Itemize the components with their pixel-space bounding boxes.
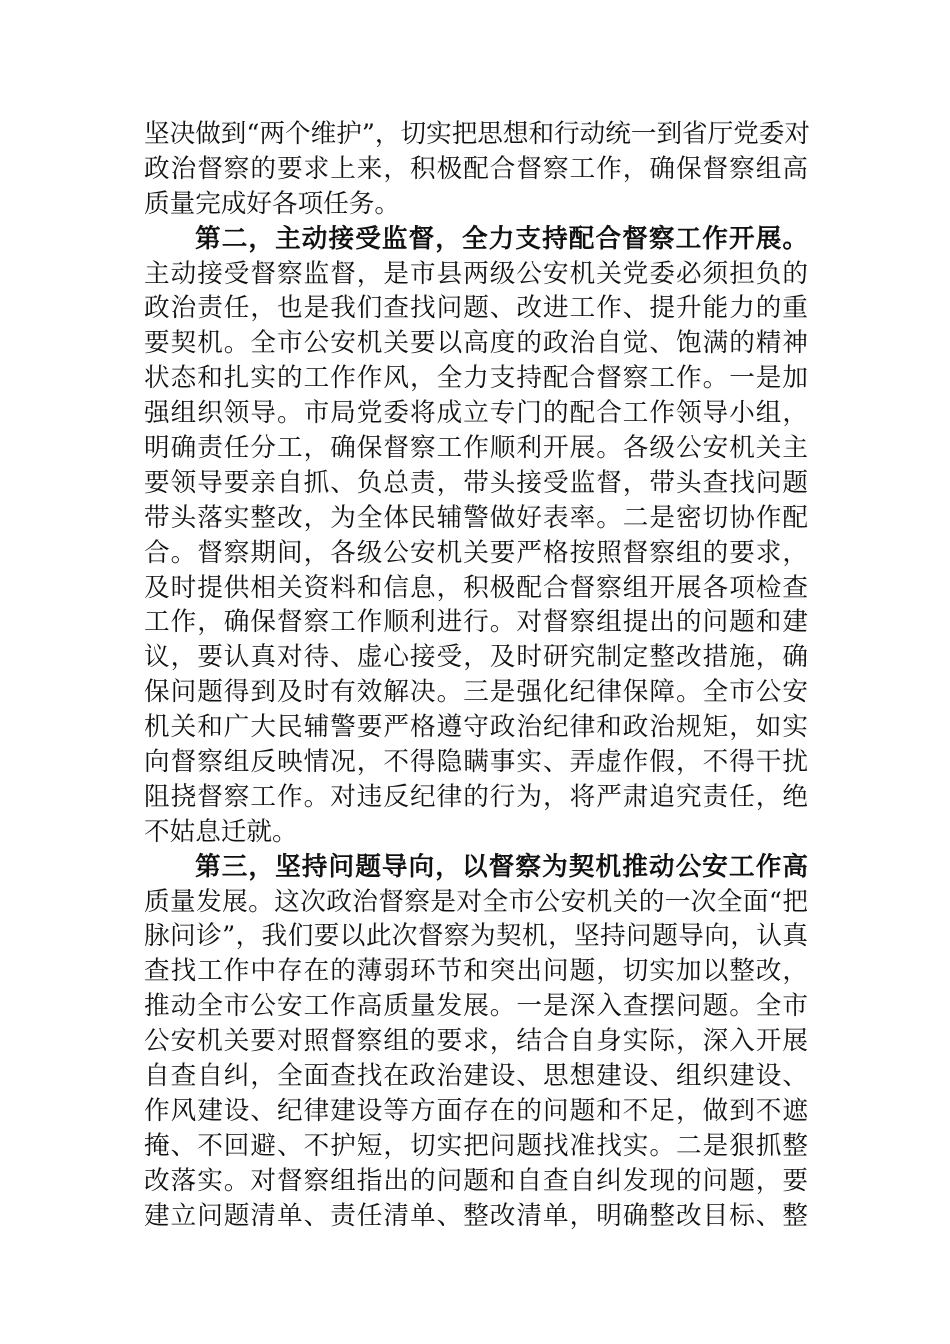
body-text-line — [144, 431, 808, 466]
body-text-line — [144, 187, 808, 222]
body-text-line — [144, 257, 808, 292]
line-text: 作风建设、纪律建设等方面存在的问题和不足，做到不遮 — [144, 1095, 808, 1126]
body-text-line — [144, 117, 811, 152]
body-text-line — [144, 1094, 808, 1129]
line-text: 带头落实整改，为全体民辅警做好表率。二是密切协作配 — [144, 502, 808, 533]
paragraph-heading-line — [144, 850, 808, 885]
line-text: 工作，确保督察工作顺利进行。对督察组提出的问题和建 — [144, 607, 808, 638]
body-text-line — [144, 1129, 808, 1164]
paragraph-lead-text: 第二，主动接受监督，全力支持配合督察工作开展。 — [195, 223, 808, 254]
line-text: 保问题得到及时有效解决。三是强化纪律保障。全市公安 — [144, 677, 808, 708]
line-text: 脉问诊”，我们要以此次督察为契机，坚持问题导向，认真 — [144, 921, 808, 952]
document-body — [144, 117, 811, 1234]
body-text-line — [144, 815, 808, 850]
body-text-line — [144, 954, 808, 989]
line-text: 自查自纠，全面查找在政治建设、思想建设、组织建设、 — [144, 1061, 808, 1092]
body-text-line — [144, 291, 808, 326]
line-text: 向督察组反映情况，不得隐瞒事实、弄虚作假，不得干扰 — [144, 747, 808, 778]
body-text-line — [144, 885, 808, 920]
body-text-line — [144, 780, 808, 815]
body-text-line — [144, 710, 808, 745]
line-text: 阻挠督察工作。对违反纪律的行为，将严肃追究责任，绝 — [144, 781, 808, 812]
body-text-line — [144, 640, 808, 675]
line-text: 推动全市公安工作高质量发展。一是深入查摆问题。全市 — [144, 991, 808, 1022]
body-text-line — [144, 536, 808, 571]
body-text-line — [144, 989, 808, 1024]
body-text-line — [144, 501, 808, 536]
body-text-line — [144, 361, 808, 396]
body-text-line — [144, 326, 808, 361]
line-text: 质量完成好各项任务。 — [144, 188, 400, 219]
body-text-line — [144, 466, 808, 501]
line-text: 及时提供相关资料和信息，积极配合督察组开展各项检查 — [144, 572, 808, 603]
line-text: 主动接受督察监督，是市县两级公安机关党委必须担负的 — [144, 258, 808, 289]
body-text-line — [144, 919, 808, 954]
line-text: 合。督察期间，各级公安机关要严格按照督察组的要求， — [144, 537, 808, 568]
line-text: 掩、不回避、不护短，切实把问题找准找实。二是狠抓整 — [144, 1130, 808, 1161]
body-text-line — [144, 396, 808, 431]
line-text: 政治督察的要求上来，积极配合督察工作，确保督察组高 — [144, 153, 808, 184]
paragraph-lead-text: 第三，坚持问题导向，以督察为契机推动公安工作高 — [195, 851, 808, 882]
line-text: 质量发展。这次政治督察是对全市公安机关的一次全面“把 — [144, 886, 808, 917]
line-text: 不姑息迁就。 — [144, 816, 298, 847]
line-text: 议，要认真对待、虚心接受，及时研究制定整改措施，确 — [144, 642, 808, 673]
line-text: 公安机关要对照督察组的要求，结合自身实际，深入开展 — [144, 1026, 808, 1057]
line-text: 明确责任分工，确保督察工作顺利开展。各级公安机关主 — [144, 433, 808, 464]
body-text-line — [144, 1164, 808, 1199]
line-text: 政治责任，也是我们查找问题、改进工作、提升能力的重 — [144, 293, 808, 324]
line-text: 建立问题清单、责任清单、整改清单，明确整改目标、整 — [144, 1200, 808, 1231]
line-text: 要领导要亲自抓、负总责，带头接受监督，带头查找问题 — [144, 467, 808, 498]
body-text-line — [144, 605, 808, 640]
line-text: 查找工作中存在的薄弱环节和突出问题，切实加以整改， — [144, 956, 808, 987]
paragraph-heading-line — [144, 222, 808, 257]
body-text-line — [144, 1199, 808, 1234]
line-text: 要契机。全市公安机关要以高度的政治自觉、饱满的精神 — [144, 328, 808, 359]
line-text: 强组织领导。市局党委将成立专门的配合工作领导小组， — [144, 398, 808, 429]
body-text-line — [144, 745, 808, 780]
line-text: 坚决做到“两个维护”，切实把思想和行动统一到省厅党委对 — [144, 119, 811, 149]
line-text: 机关和广大民辅警要严格遵守政治纪律和政治规矩，如实 — [144, 712, 808, 743]
body-text-line — [144, 1024, 808, 1059]
line-text: 改落实。对督察组指出的问题和自查自纠发现的问题，要 — [144, 1165, 808, 1196]
line-text: 状态和扎实的工作作风，全力支持配合督察工作。一是加 — [144, 363, 808, 394]
body-text-line — [144, 571, 808, 606]
body-text-line — [144, 152, 808, 187]
body-text-line — [144, 1059, 808, 1094]
body-text-line — [144, 675, 808, 710]
